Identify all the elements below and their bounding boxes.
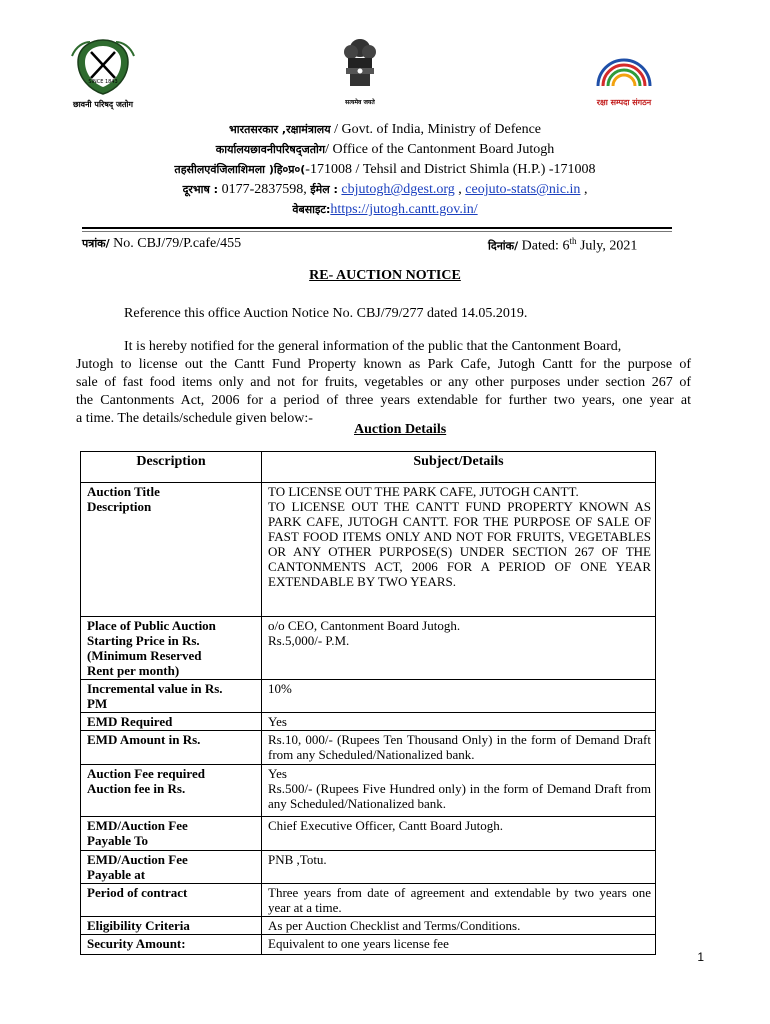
defence-estates-logo [588, 36, 660, 107]
row-value: Three years from date of agreement and extendable by two years one year at a time. [262, 884, 656, 917]
row-value: Chief Executive Officer, Cantt Board Jutogh. [262, 817, 656, 851]
table-row [81, 713, 656, 731]
row-label: Security Amount: [81, 935, 262, 955]
row-value: As per Auction Checklist and Terms/Conditions. [262, 917, 656, 935]
header-line-ministry: भारतसरकार ,रक्षामंत्रालय / Govt. of India, Ministry of Defence [228, 122, 541, 137]
row-label: EMD Required [81, 713, 262, 731]
table-row [81, 765, 656, 817]
row-value: Yes [262, 713, 656, 731]
cantonment-board-logo [66, 38, 140, 109]
table-row [81, 917, 656, 935]
table-header-row [81, 452, 656, 483]
email-link-cbjutogh[interactable]: cbjutogh@dgest.org [341, 182, 455, 197]
body-line: the Cantonments Act, 2006 for a period of three years extendable for further two years, one year at [76, 393, 691, 408]
mid-logo-caption: सत्यमेव जयते [345, 99, 375, 106]
table-row [81, 817, 656, 851]
header-line-address: तहसीलएवंजिलाशिमला )हि०प्र०(-171008 / Tehsil and District Shimla (H.P.) -171008 [174, 162, 596, 177]
website-link[interactable]: https://jutogh.cantt.gov.in/ [330, 202, 478, 217]
row-value: PNB ,Totu. [262, 851, 656, 884]
row-label: EMD Amount in Rs. [81, 731, 262, 765]
reference-line: Reference this office Auction Notice No. CBJ/79/277 dated 14.05.2019. [124, 306, 528, 321]
page-number: 1 [697, 950, 704, 964]
table-row [81, 851, 656, 884]
row-value: Yes Rs.500/- (Rupees Five Hundred only) in the form of Demand Draft from any Scheduled/Nationalized bank. [262, 765, 656, 817]
header-line-contact: दूरभाष : 0177-2837598, ईमेल : cbjutogh@dgest.org , ceojuto-stats@nic.in , [182, 182, 588, 197]
row-label: Auction Title Description [81, 483, 262, 617]
row-label: Auction Fee required Auction fee in Rs. [81, 765, 262, 817]
column-header-subject: Subject/Details [262, 452, 656, 483]
row-label: EMD/Auction Fee Payable at [81, 851, 262, 884]
table-row [81, 617, 656, 680]
column-header-description: Description [81, 452, 262, 483]
row-value: Rs.10, 000/- (Rupees Ten Thousand Only) in the form of Demand Draft from any Scheduled/Nationalized bank. [262, 731, 656, 765]
table-row [81, 680, 656, 713]
auction-details-heading: Auction Details [354, 422, 447, 437]
body-line: a time. The details/schedule given below:- [76, 411, 313, 426]
notice-date: दिनांक/ Dated: 6th July, 2021 [488, 236, 638, 254]
body-line: Jutogh to license out the Cantt Fund Property known as Park Cafe, Jutogh Cantt for the purpose of [76, 357, 691, 372]
row-label: Eligibility Criteria [81, 917, 262, 935]
svg-text:SINCE 1843: SINCE 1843 [88, 79, 118, 85]
row-value: TO LICENSE OUT THE PARK CAFE, JUTOGH CANTT. TO LICENSE OUT THE CANTT FUND PROPERTY KNOWN AS PARK CAFE, JUTOGH CANTT. FOR THE PURPOSE OF SALE OF FAST FOOD ITEMS ONLY AND NOT FOR FRUITS, VEGETABLES OR ANY OTHER PURPOSE(S) UNDER SECTION 267 OF THE CANTONMENTS ACT, 2006 FOR A PERIOD OF ONE YEAR EXTENDABLE BY TWO YEARS. [262, 483, 656, 617]
row-label: Place of Public Auction Starting Price in Rs. (Minimum Reserved Rent per month) [81, 617, 262, 680]
header-line-website: वेबसाइट:https://jutogh.cantt.gov.in/ [292, 202, 478, 217]
body-line: sale of fast food items only and not for fruits, vegetables or any other purposes under section 267 of [76, 375, 691, 390]
row-label: Incremental value in Rs. PM [81, 680, 262, 713]
auction-details-table [80, 451, 656, 955]
header-line-office: कार्यालयछावनीपरिषद्जतोग/ Office of the Cantonment Board Jutogh [215, 142, 555, 157]
row-value: Equivalent to one years license fee [262, 935, 656, 955]
left-logo-caption: छावनी परिषद् जतोग [72, 100, 134, 109]
table-row [81, 731, 656, 765]
table-row [81, 884, 656, 917]
row-label: Period of contract [81, 884, 262, 917]
table-row [81, 935, 656, 955]
table-row [81, 483, 656, 617]
national-emblem [340, 36, 380, 104]
row-label: EMD/Auction Fee Payable To [81, 817, 262, 851]
right-logo-caption: रक्षा सम्पदा संगठन [596, 98, 652, 107]
body-line: It is hereby notified for the general information of the public that the Cantonment Board, [124, 339, 622, 354]
row-value: 10% [262, 680, 656, 713]
header-divider-thin [82, 231, 672, 232]
reference-number: पत्रांक/ No. CBJ/79/P.cafe/455 [82, 236, 242, 251]
row-value: o/o CEO, Cantonment Board Jutogh. Rs.5,000/- P.M. [262, 617, 656, 680]
notice-title: RE- AUCTION NOTICE [309, 268, 461, 283]
email-link-ceojuto[interactable]: ceojuto-stats@nic.in [465, 182, 581, 197]
header-divider [82, 227, 672, 229]
